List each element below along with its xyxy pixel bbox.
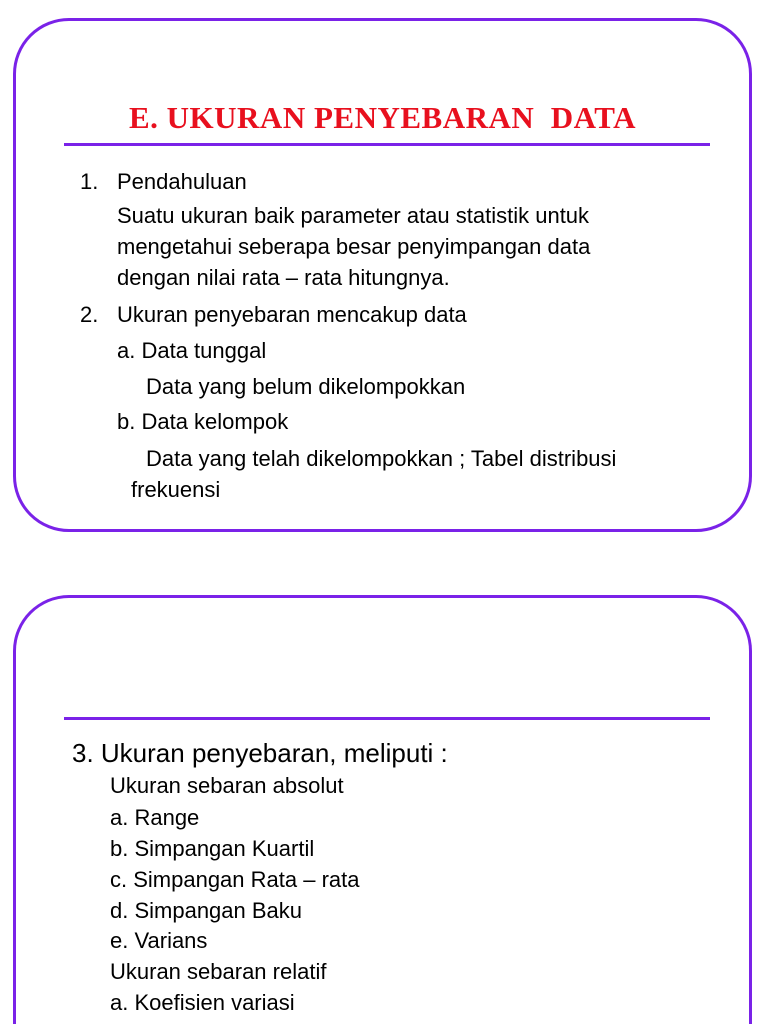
list-item: a. Koefisien variasi (110, 990, 295, 1015)
slide-1-title: E. UKURAN PENYEBARAN DATA (128, 100, 636, 135)
item-2-heading: Ukuran penyebaran mencakup data (117, 302, 467, 327)
relative-spread-label: Ukuran sebaran relatif (110, 959, 327, 984)
slide-2-divider (64, 717, 710, 720)
list-item: e. Varians (110, 928, 208, 953)
list-item: c. Simpangan Rata – rata (110, 867, 360, 892)
list-item: b. Simpangan Kuartil (110, 836, 315, 861)
item-2-sub-b-desc-line-2: frekuensi (131, 477, 221, 502)
absolute-spread-label: Ukuran sebaran absolut (110, 773, 344, 798)
slide-2-heading: 3. Ukuran penyebaran, meliputi : (72, 738, 448, 768)
item-1-heading: Pendahuluan (117, 169, 247, 194)
item-2-sub-a-label: a. Data tunggal (117, 338, 267, 363)
item-2-sub-b-desc-line-1: Data yang telah dikelompokkan ; Tabel distribusi (146, 446, 617, 471)
item-1-number: 1. (80, 169, 99, 194)
item-2-sub-a-desc: Data yang belum dikelompokkan (146, 374, 466, 399)
item-1-body-line-3: dengan nilai rata – rata hitungnya. (117, 265, 450, 290)
item-2-number: 2. (80, 302, 99, 327)
title-divider (64, 143, 710, 146)
item-1-body-line-1: Suatu ukuran baik parameter atau statistik untuk (117, 203, 590, 228)
list-item: d. Simpangan Baku (110, 898, 303, 923)
item-1-body-line-2: mengetahui seberapa besar penyimpangan data (117, 234, 591, 259)
list-item: a. Range (110, 805, 200, 830)
item-2-sub-b-label: b. Data kelompok (117, 409, 289, 434)
